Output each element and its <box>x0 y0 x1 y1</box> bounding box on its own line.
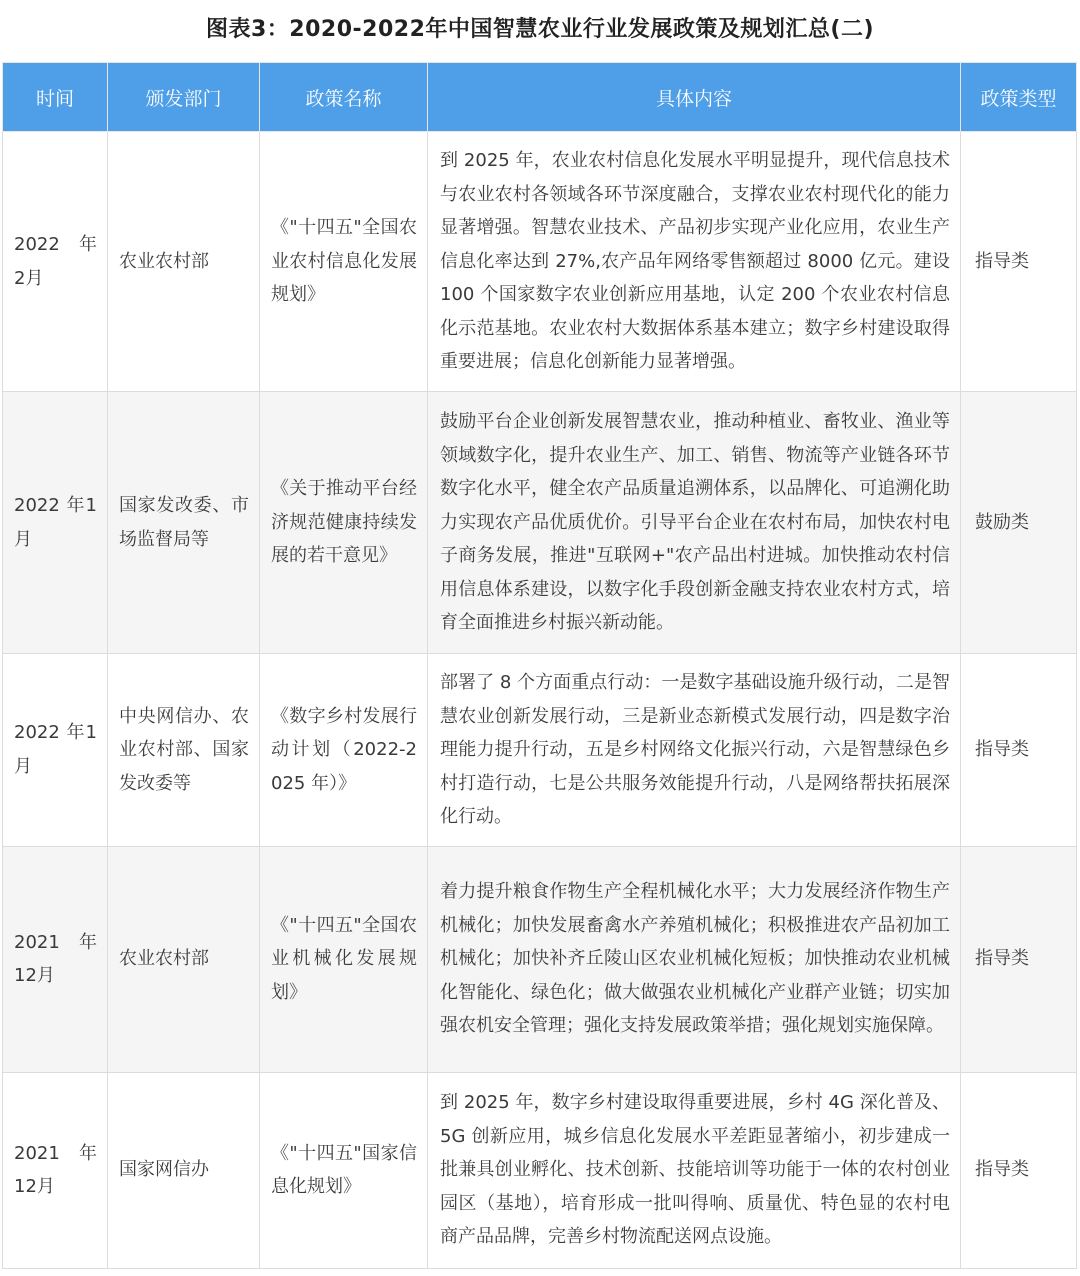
table-row <box>3 846 1077 1072</box>
cell-policy-name: 《"十四五"全国农业农村信息化发展规划》 <box>260 132 428 392</box>
table-row <box>3 392 1077 654</box>
cell-policy-type: 指导类 <box>961 1072 1077 1268</box>
cell-content: 到 2025 年，数字乡村建设取得重要进展，乡村 4G 深化普及、5G 创新应用，城乡信息化发展水平差距显著缩小，初步建成一批兼具创业孵化、技术创新、技能培训等功能于一体的农村创业园区（基地），培育形成一批叫得响、质量优、特色显的农村电商产品品牌，完善乡村物流配送网点设施。 <box>428 1072 961 1268</box>
cell-time: 2021 年 12月 <box>3 1072 108 1268</box>
table-header-row <box>3 63 1077 132</box>
policy-table <box>2 62 1077 1269</box>
cell-time: 2022 年1月 <box>3 654 108 847</box>
column-header-department: 颁发部门 <box>108 63 260 132</box>
cell-time: 2022 年1月 <box>3 392 108 654</box>
cell-content: 部署了 8 个方面重点行动：一是数字基础设施升级行动，二是智慧农业创新发展行动，三是新业态新模式发展行动，四是数字治理能力提升行动，五是乡村网络文化振兴行动，六是智慧绿色乡村打造行动，七是公共服务效能提升行动，八是网络帮扶拓展深化行动。 <box>428 654 961 847</box>
column-header-time: 时间 <box>3 63 108 132</box>
cell-policy-type: 指导类 <box>961 132 1077 392</box>
cell-content: 到 2025 年，农业农村信息化发展水平明显提升，现代信息技术与农业农村各领域各环节深度融合，支撑农业农村现代化的能力显著增强。智慧农业技术、产品初步实现产业化应用，农业生产信息化率达到 27%,农产品年网络零售额超过 8000 亿元。建设 100 个国家数字农业创新应用基地，认定 200 个农业农村信息化示范基地。农业农村大数据体系基本建立；数字乡村建设取得重要进展；信息化创新能力显著增强。 <box>428 132 961 392</box>
cell-department: 国家网信办 <box>108 1072 260 1268</box>
table-row <box>3 1072 1077 1268</box>
cell-department: 中央网信办、农业农村部、国家发改委等 <box>108 654 260 847</box>
page-title: 图表3：2020-2022年中国智慧农业行业发展政策及规划汇总(二) <box>205 17 874 42</box>
cell-policy-name: 《"十四五"国家信息化规划》 <box>260 1072 428 1268</box>
cell-policy-type: 指导类 <box>961 654 1077 847</box>
cell-time: 2022 年 2月 <box>3 132 108 392</box>
cell-policy-type: 指导类 <box>961 846 1077 1072</box>
column-header-policy-type: 政策类型 <box>961 63 1077 132</box>
column-header-content: 具体内容 <box>428 63 961 132</box>
cell-department: 国家发改委、市场监督局等 <box>108 392 260 654</box>
cell-content: 着力提升粮食作物生产全程机械化水平；大力发展经济作物生产机械化；加快发展畜禽水产养殖机械化；积极推进农产品初加工机械化；加快补齐丘陵山区农业机械化短板；加快推动农业机械化智能化、绿色化；做大做强农业机械化产业群产业链；切实加强农机安全管理；强化支持发展政策举措；强化规划实施保障。 <box>428 846 961 1072</box>
cell-policy-name: 《关于推动平台经济规范健康持续发展的若干意见》 <box>260 392 428 654</box>
cell-policy-name: 《"十四五"全国农业机械化发展规划》 <box>260 846 428 1072</box>
cell-policy-type: 鼓励类 <box>961 392 1077 654</box>
cell-department: 农业农村部 <box>108 846 260 1072</box>
cell-department: 农业农村部 <box>108 132 260 392</box>
column-header-policy-name: 政策名称 <box>260 63 428 132</box>
table-row <box>3 654 1077 847</box>
cell-content: 鼓励平台企业创新发展智慧农业，推动种植业、畜牧业、渔业等领域数字化，提升农业生产、加工、销售、物流等产业链各环节数字化水平，健全农产品质量追溯体系，以品牌化、可追溯化助力实现农产品优质优价。引导平台企业在农村布局，加快农村电子商务发展，推进"互联网+"农产品出村进城。加快推动农村信用信息体系建设，以数字化手段创新金融支持农业农村方式，培育全面推进乡村振兴新动能。 <box>428 392 961 654</box>
cell-policy-name: 《数字乡村发展行动计划（2022-2025 年）》 <box>260 654 428 847</box>
cell-time: 2021 年 12月 <box>3 846 108 1072</box>
table-row <box>3 132 1077 392</box>
